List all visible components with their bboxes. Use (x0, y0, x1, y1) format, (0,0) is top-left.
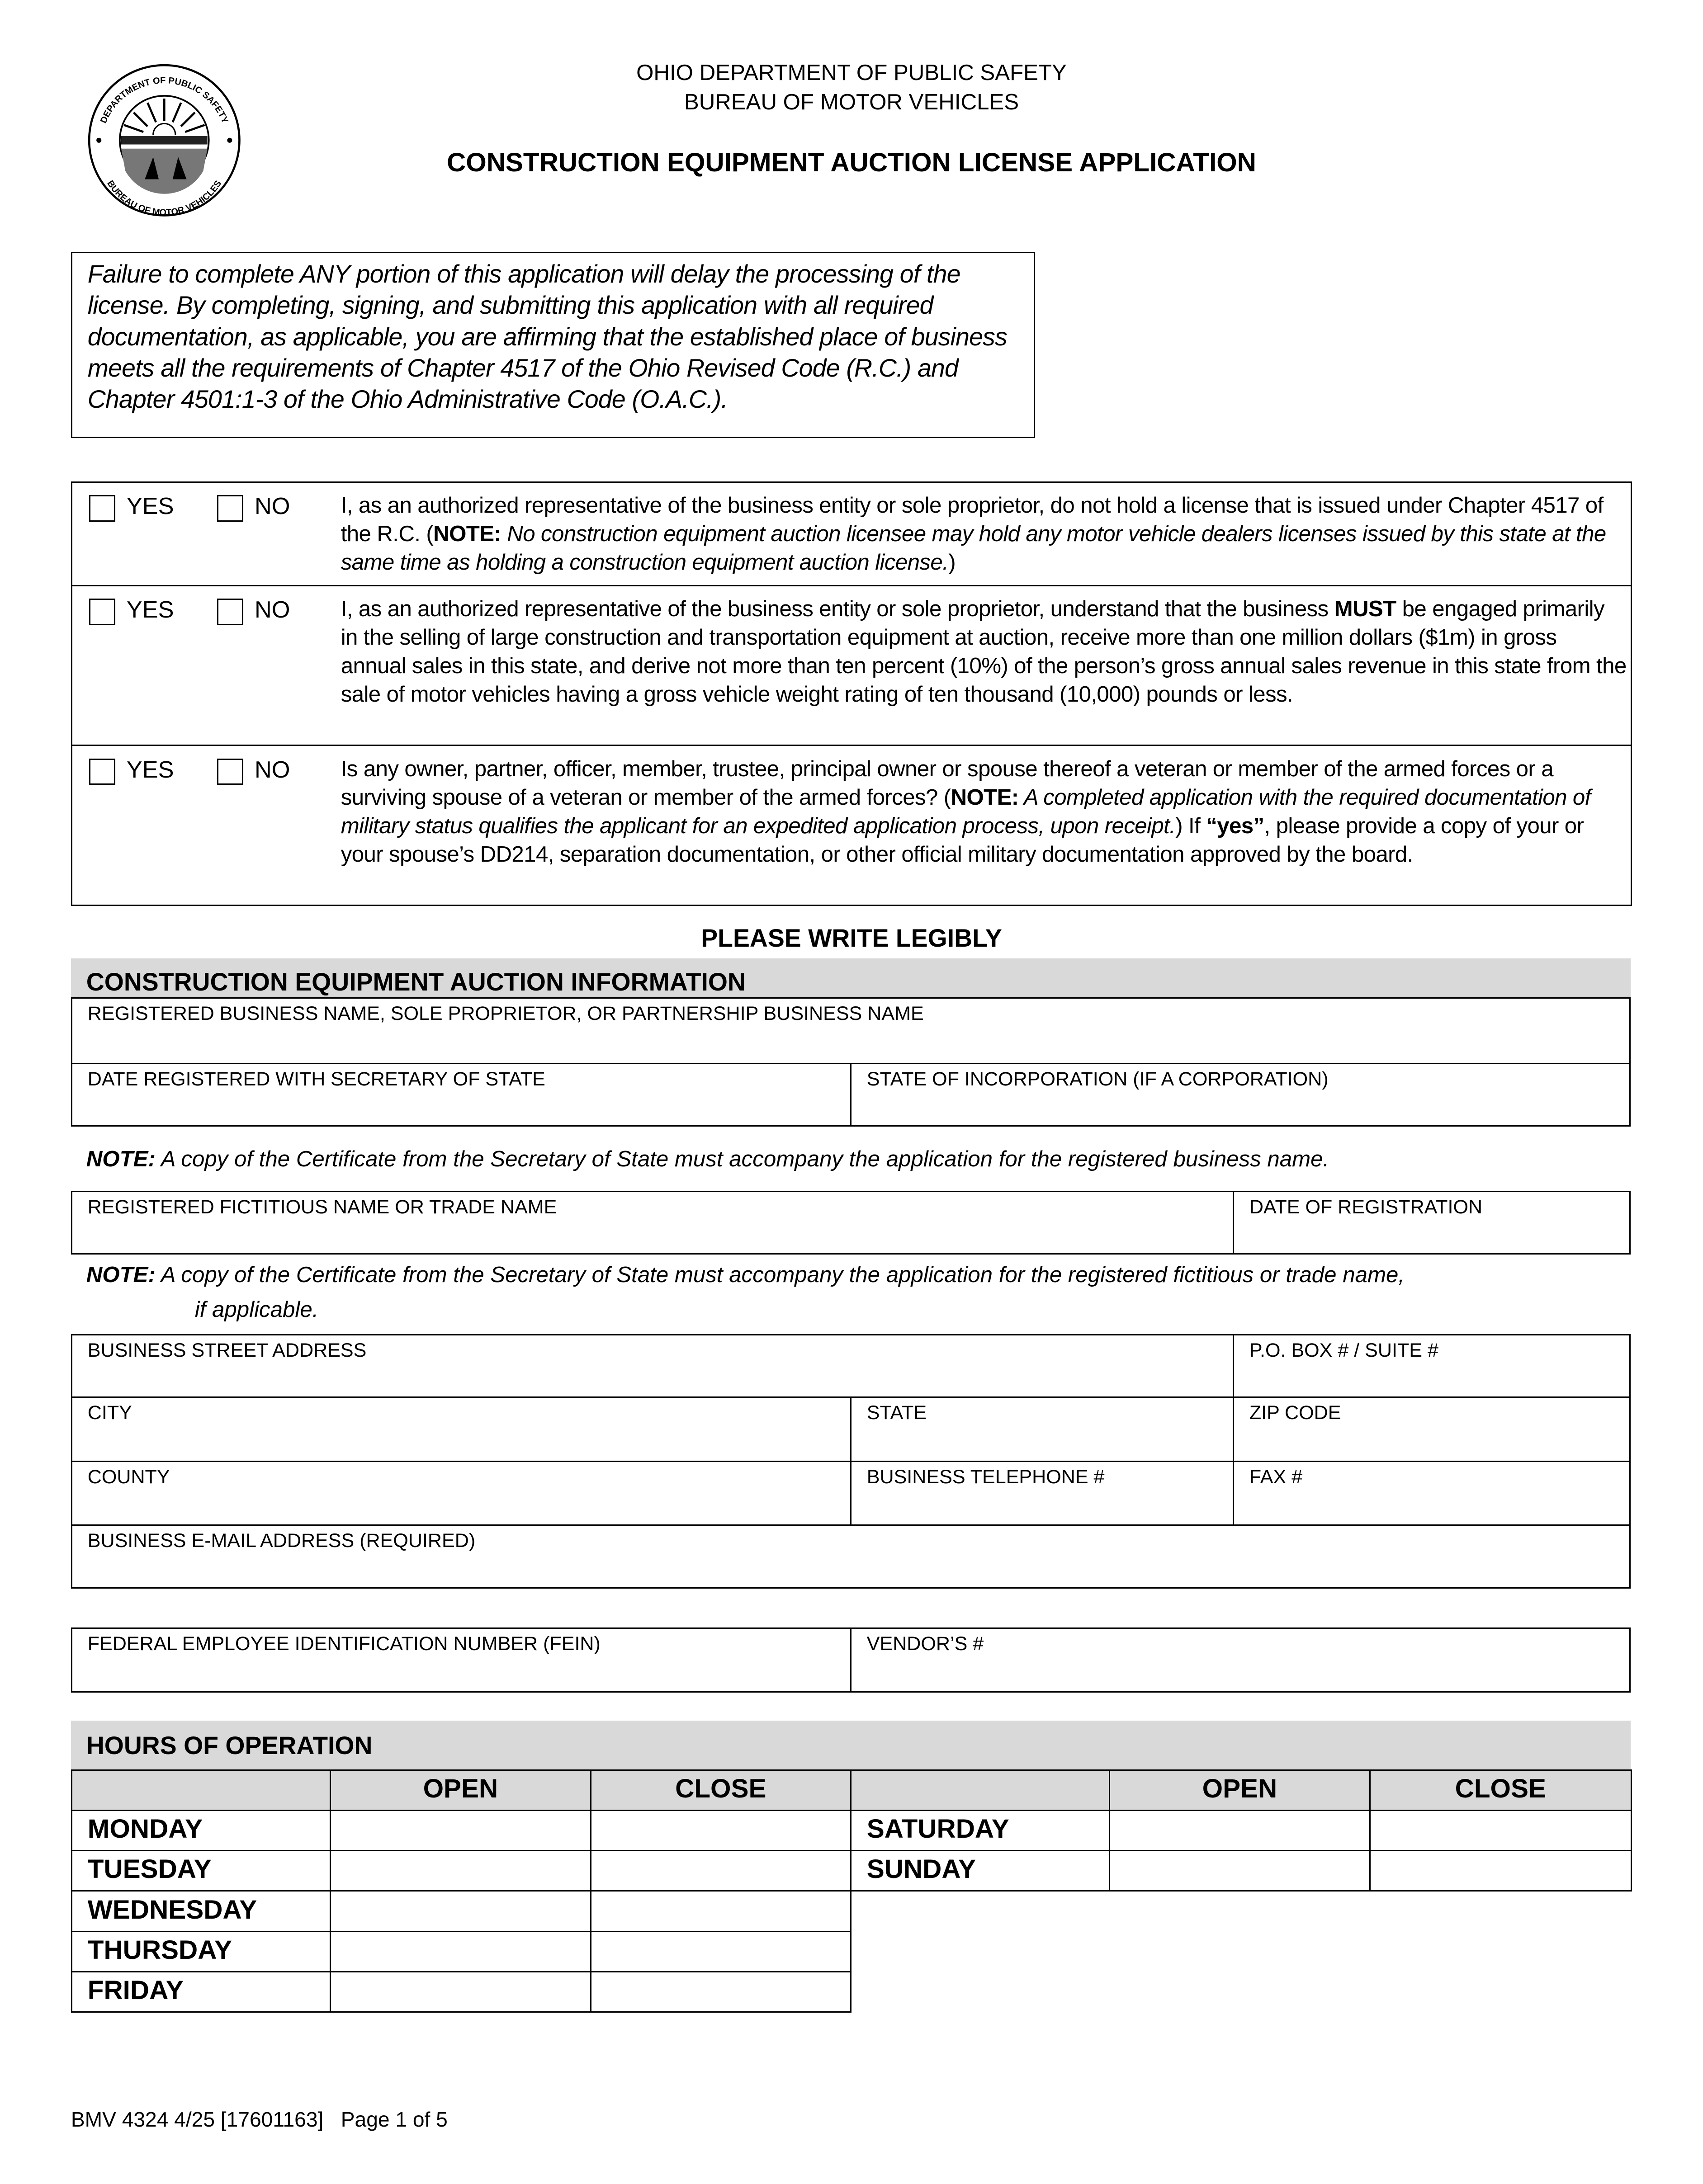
question-row-2 (71, 586, 1632, 746)
open-time-wednesday[interactable] (330, 1890, 591, 1932)
ohio-bmv-seal-logo (86, 62, 242, 218)
day-label-friday: FRIDAY (71, 1971, 331, 2013)
day-label-tuesday: TUESDAY (71, 1850, 331, 1892)
day-label-saturday: SATURDAY (850, 1810, 1110, 1851)
business-telephone-field[interactable]: BUSINESS TELEPHONE # (850, 1461, 1234, 1526)
state-of-incorporation-field[interactable]: STATE OF INCORPORATION (IF A CORPORATION) (850, 1063, 1631, 1127)
open-time-monday[interactable] (330, 1810, 591, 1851)
state-field[interactable]: STATE (850, 1396, 1234, 1462)
instructions-box: Failure to complete ANY portion of this application will delay the processing of the license. By completing, signing, and submitting this application with all required documentation, as applicable, you are affirming that the established place of business meets all the requirements of Chapter 4517 of the Ohio Revised Code (R.C.) and Chapter 4501:1-3 of the Ohio Administrative Code (O.A.C.). (71, 252, 1035, 438)
question-row-1 (71, 481, 1632, 586)
date-registered-field[interactable]: DATE REGISTERED WITH SECRETARY OF STATE (71, 1063, 852, 1127)
close-time-sunday[interactable] (1369, 1850, 1632, 1892)
day-label-sunday: SUNDAY (850, 1850, 1110, 1892)
seal-bottom-text: BUREAU OF MOTOR VEHICLES (105, 179, 224, 218)
question-text: I, as an authorized representative of the business entity or sole proprietor, understand that the business MUST be engaged primarily in the selling of large construction and transportation equipment at auction, receive more than one million dollars ($1m) in gross annual sales in this state, and derive not more than ten percent (10%) of the person’s gross annual sales revenue in this state from the sale of motor vehicles having a gross vehicle weight rating of ten thousand (10,000) pounds or less. (341, 596, 1627, 707)
vendor-number-field[interactable]: VENDOR’S # (850, 1627, 1631, 1693)
open-time-friday[interactable] (330, 1971, 591, 2013)
no-label: NO (254, 756, 290, 783)
yes-label: YES (126, 597, 174, 623)
date-of-registration-field[interactable]: DATE OF REGISTRATION (1233, 1191, 1631, 1255)
fein-field[interactable]: FEDERAL EMPLOYEE IDENTIFICATION NUMBER (FEIN) (71, 1627, 852, 1693)
hours-header-blank (71, 1769, 331, 1811)
po-box-field[interactable]: P.O. BOX # / SUITE # (1233, 1334, 1631, 1398)
zip-code-field[interactable]: ZIP CODE (1233, 1396, 1631, 1462)
close-time-tuesday[interactable] (590, 1850, 852, 1892)
no-checkbox[interactable] (217, 599, 243, 625)
close-time-wednesday[interactable] (590, 1890, 852, 1932)
city-field[interactable]: CITY (71, 1396, 852, 1462)
yes-label: YES (126, 756, 174, 783)
yes-checkbox[interactable] (89, 495, 115, 521)
close-time-friday[interactable] (590, 1971, 852, 2013)
hours-header-close: CLOSE (1369, 1769, 1632, 1811)
note-fictitious-name-cont: if applicable. (194, 1297, 319, 1322)
street-address-field[interactable]: BUSINESS STREET ADDRESS (71, 1334, 1234, 1398)
no-checkbox[interactable] (217, 495, 243, 521)
day-label-thursday: THURSDAY (71, 1931, 331, 1972)
yes-label: YES (126, 493, 174, 520)
section-header-auction-info: CONSTRUCTION EQUIPMENT AUCTION INFORMATION (71, 958, 1631, 997)
note-fictitious-name: NOTE: A copy of the Certificate from the Secretary of State must accompany the application for the registered fictitious or trade name, (86, 1262, 1405, 1287)
question-row-3 (71, 746, 1632, 906)
yes-checkbox[interactable] (89, 599, 115, 625)
section-header-hours: HOURS OF OPERATION (71, 1721, 1631, 1769)
department-name: OHIO DEPARTMENT OF PUBLIC SAFETY (636, 60, 1067, 85)
question-text: I, as an authorized representative of the business entity or sole proprietor, do not hold a license that is issued under Chapter 4517 of the R.C. (NOTE: No construction equipment auction licensee may hold any motor vehicle dealers licenses issued by this state at the same time as holding a construction equipment auction license.) (341, 493, 1606, 575)
hours-header-open: OPEN (330, 1769, 591, 1811)
seal-top-text: DEPARTMENT OF PUBLIC SAFETY (98, 75, 230, 125)
no-checkbox[interactable] (217, 759, 243, 785)
no-label: NO (254, 493, 290, 520)
close-time-saturday[interactable] (1369, 1810, 1632, 1851)
form-footer: BMV 4324 4/25 [17601163] Page 1 of 5 (71, 2108, 448, 2132)
bureau-name: BUREAU OF MOTOR VEHICLES (684, 89, 1019, 114)
business-name-field[interactable]: REGISTERED BUSINESS NAME, SOLE PROPRIETOR, OR PARTNERSHIP BUSINESS NAME (71, 997, 1631, 1064)
fictitious-name-field[interactable]: REGISTERED FICTITIOUS NAME OR TRADE NAME (71, 1191, 1234, 1255)
note-business-name: NOTE: A copy of the Certificate from the Secretary of State must accompany the application for the registered business name. (86, 1146, 1329, 1172)
hours-header-open: OPEN (1109, 1769, 1370, 1811)
close-time-thursday[interactable] (590, 1931, 852, 1972)
open-time-tuesday[interactable] (330, 1850, 591, 1892)
questions-table (71, 481, 1632, 906)
fax-field[interactable]: FAX # (1233, 1461, 1631, 1526)
close-time-monday[interactable] (590, 1810, 852, 1851)
hours-header-blank (850, 1769, 1110, 1811)
form-title: CONSTRUCTION EQUIPMENT AUCTION LICENSE APPLICATION (447, 148, 1256, 178)
question-text: Is any owner, partner, officer, member, trustee, principal owner or spouse thereof a veteran or member of the armed forces or a surviving spouse of a veteran or member of the armed forces? (NOTE: A completed application with the required documentation of military status qualifies the applicant for an expedited application process, upon receipt.) If “yes”, please provide a copy of your or your spouse’s DD214, separation documentation, or other official military documentation approved by the board. (341, 756, 1591, 867)
write-legibly-heading: PLEASE WRITE LEGIBLY (701, 924, 1002, 952)
hours-header-close: CLOSE (590, 1769, 852, 1811)
day-label-wednesday: WEDNESDAY (71, 1890, 331, 1932)
business-email-field[interactable]: BUSINESS E-MAIL ADDRESS (REQUIRED) (71, 1524, 1631, 1589)
open-time-thursday[interactable] (330, 1931, 591, 1972)
open-time-sunday[interactable] (1109, 1850, 1370, 1892)
yes-checkbox[interactable] (89, 759, 115, 785)
day-label-monday: MONDAY (71, 1810, 331, 1851)
no-label: NO (254, 597, 290, 623)
open-time-saturday[interactable] (1109, 1810, 1370, 1851)
county-field[interactable]: COUNTY (71, 1461, 852, 1526)
